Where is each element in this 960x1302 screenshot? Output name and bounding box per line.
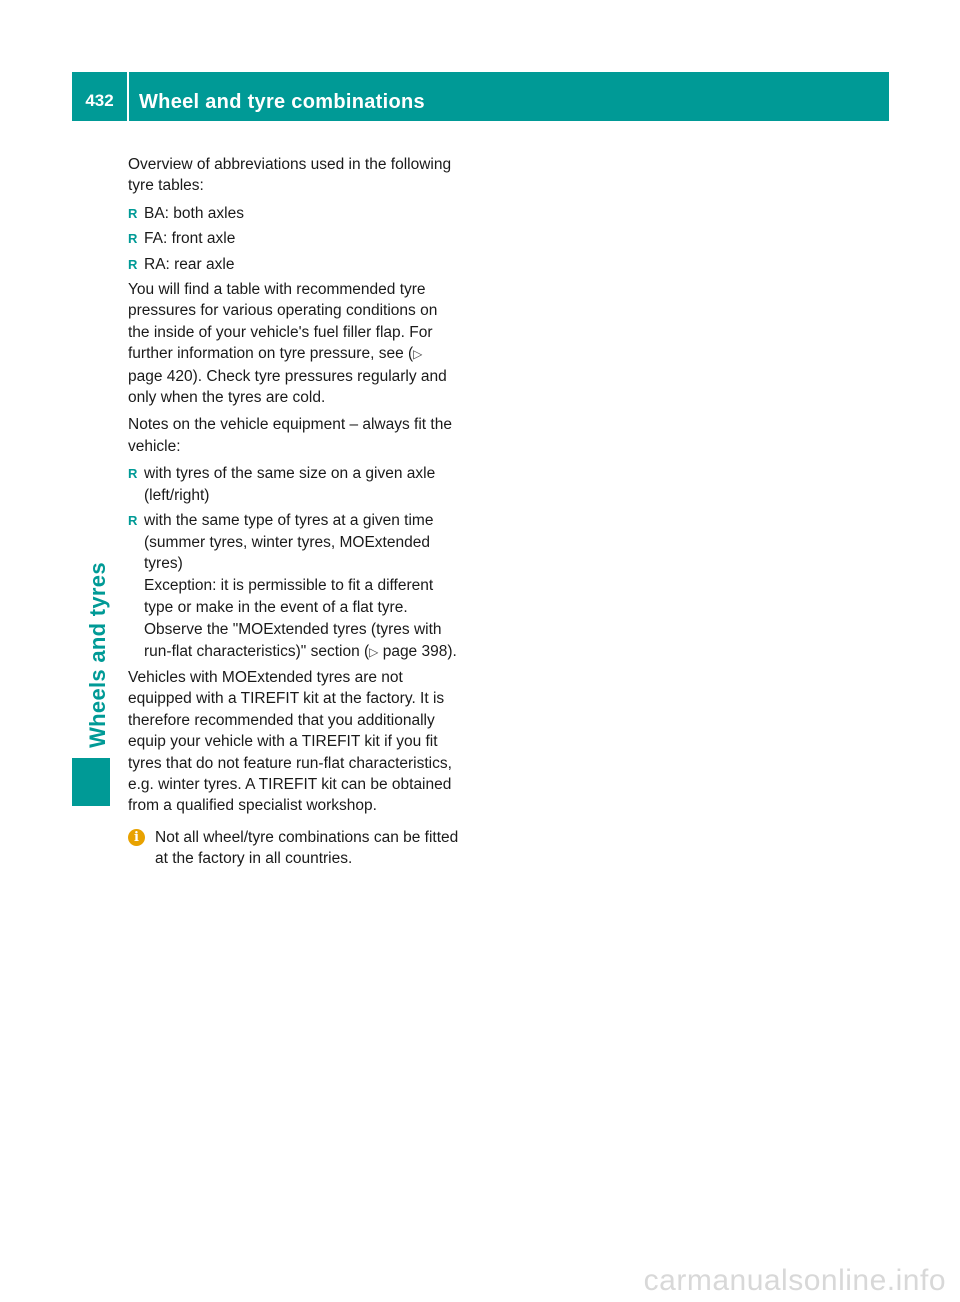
tyre-pressure-paragraph <box>128 279 460 408</box>
side-tab-label: Wheels and tyres <box>85 562 110 748</box>
pressure-text: You will find a table with recommended tyre pressures for various operating conditions on the inside of your vehicle's fuel filler flap. For further information on tyre pressure, see ( <box>128 281 438 363</box>
abbreviation-fa: FA: front axle <box>144 230 236 248</box>
side-tab-marker <box>72 758 110 806</box>
observe-ref-link[interactable]: page 398). <box>378 642 457 660</box>
page-ref-arrow-icon: ▷ <box>369 644 379 659</box>
page-number: 432 <box>85 91 114 110</box>
info-note-text: Not all wheel/tyre combinations can be fitted at the factory in all countries. <box>155 828 459 868</box>
equipment-note-size: with tyres of the same size on a given axle (left/right) <box>144 465 436 504</box>
header-divider <box>127 72 129 121</box>
abbreviation-ba: BA: both axles <box>144 204 244 222</box>
equipment-notes-intro: Notes on the vehicle equipment – always fit the vehicle: <box>128 416 452 455</box>
list-item <box>128 510 460 663</box>
list-item <box>128 463 460 506</box>
equipment-note-type <box>144 510 460 663</box>
info-icon: i <box>128 829 145 846</box>
exception-text: Exception: it is permissible to fit a different type or make in the event of a flat tyre. <box>144 577 434 616</box>
bullet-icon: R <box>128 205 138 221</box>
info-note <box>128 827 460 870</box>
page-header <box>72 72 889 121</box>
equipment-note-type-text: with the same type of tyres at a given time (summer tyres, winter tyres, MOExtended tyres) <box>144 512 434 572</box>
page-ref-arrow-icon: ▷ <box>413 347 423 362</box>
bullet-icon: R <box>128 466 138 482</box>
watermark: carmanualsonline.info <box>643 1264 946 1297</box>
abbreviation-ra: RA: rear axle <box>144 255 235 273</box>
bullet-icon: R <box>128 231 138 247</box>
section-title: Wheel and tyre combinations <box>139 91 425 113</box>
list-item <box>128 203 460 224</box>
intro-paragraph: Overview of abbreviations used in the following tyre tables: <box>128 156 452 195</box>
observe-before-ref: Observe the "MOExtended tyres (tyres with run-flat characteristics)" section ( <box>144 621 442 660</box>
list-item <box>128 254 460 275</box>
list-item <box>128 228 460 249</box>
moextended-paragraph: Vehicles with MOExtended tyres are not equipped with a TIREFIT kit at the factory. It is therefore recommended that you additionally equip your vehicle with a TIREFIT kit if you fit tyres that do not feature run-flat characteristics, e.g. winter tyres. A TIREFIT kit can be obtained from a qualified specialist workshop. <box>128 668 452 815</box>
bullet-icon: R <box>128 256 138 272</box>
pressure-ref-link[interactable]: page 420). Check tyre pressures regularly and only when the tyres are cold. <box>128 367 447 407</box>
bullet-icon: R <box>128 513 138 529</box>
observe-text <box>144 619 460 663</box>
main-content <box>128 154 460 870</box>
